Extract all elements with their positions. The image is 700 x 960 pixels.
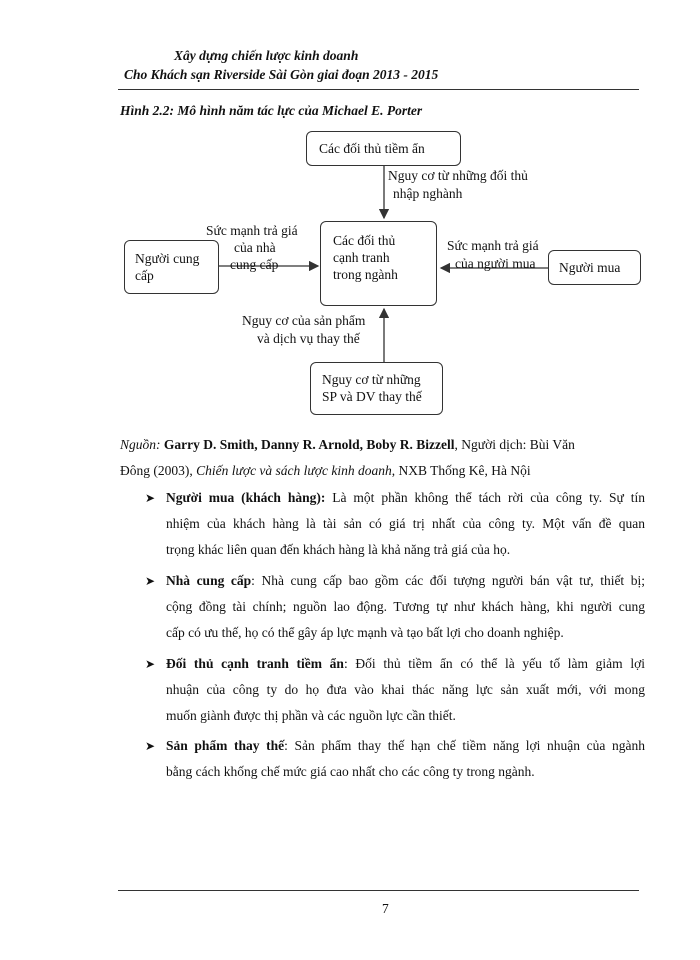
- bullet-term: Sản phẩm thay thế: [166, 738, 285, 753]
- box-left-text-1: Người cung: [135, 251, 200, 266]
- bullet-term: Đối thủ cạnh tranh tiềm ẩn: [166, 656, 344, 671]
- box-potential-competitors: [306, 131, 461, 166]
- label-left-1: Sức mạnh trả giá: [206, 223, 298, 238]
- box-center-text-2: cạnh tranh: [333, 250, 390, 265]
- bullet-text: nhiệm của khách hàng là tài sản có giá trị nhất của công ty. Một vấn đề quan: [166, 516, 645, 531]
- label-right-1: Sức mạnh trả giá: [447, 238, 539, 253]
- arrowhead-bullet-icon: ➤: [145, 491, 156, 505]
- box-center-text-1: Các đối thủ: [333, 233, 396, 248]
- label-bottom-2: và dịch vụ thay thế: [257, 331, 360, 346]
- arrowhead-bullet-icon: ➤: [145, 574, 156, 588]
- arrowhead-bullet-icon: ➤: [145, 657, 156, 671]
- header-title-line1: Xây dựng chiến lược kinh doanh: [174, 48, 359, 63]
- arrowhead-bullet-icon: ➤: [145, 739, 156, 753]
- box-industry-competitors: [320, 221, 437, 306]
- bullet-text: : Nhà cung cấp bao gồm các đối tượng người bán vật tư, thiết bị;: [251, 573, 645, 588]
- box-bottom-text-1: Nguy cơ từ những: [322, 372, 421, 387]
- label-bottom-1: Nguy cơ của sản phẩm: [242, 313, 366, 328]
- source-line2-b: , NXB Thống Kê, Hà Nội: [391, 463, 531, 478]
- header-title-line2: Cho Khách sạn Riverside Sài Gòn giai đoạn 2013 - 2015: [124, 67, 439, 82]
- box-suppliers: [124, 240, 219, 294]
- box-top-text: Các đối thủ tiềm ẩn: [319, 141, 425, 156]
- label-top-2: nhập nghành: [393, 186, 463, 201]
- bullet-term: Nhà cung cấp: [166, 573, 252, 588]
- label-top-1: Nguy cơ từ những đối thủ: [388, 168, 528, 183]
- box-buyers: [548, 250, 641, 285]
- bullet-text: cộng đồng tài chính; nguồn lao động. Tương tự như khách hàng, khi người cung: [166, 599, 645, 614]
- label-right-2: của người mua: [455, 256, 536, 271]
- page-number: 7: [382, 901, 389, 916]
- bullet-text: Là một phần không thể tách rời của công ty. Sự tín: [325, 490, 645, 505]
- bullet-text: : Sản phẩm thay thế hạn chế tiềm năng lợi nhuận của ngành: [284, 738, 645, 753]
- source-book-title: Chiến lược và sách lược kinh doanh: [196, 463, 392, 478]
- bullet-item-potential-competitors: [145, 651, 645, 729]
- bullet-text: cấp có ưu thế, họ có thể gây áp lực mạnh và tạo bất lợi cho doanh nghiệp.: [166, 625, 564, 640]
- bullet-text: nhuận của công ty do họ đưa vào khai thác năng lực sản xuất mới, với mong: [166, 682, 645, 697]
- bullet-term: Người mua (khách hàng):: [166, 490, 326, 505]
- label-left-2: của nhà: [234, 240, 276, 255]
- bullet-item-suppliers: [145, 568, 645, 646]
- box-bottom-text-2: SP và DV thay thế: [322, 389, 422, 404]
- bullet-text: muốn giành được thị phần và các nguồn lực cần thiết.: [166, 708, 456, 723]
- footer-rule: [118, 890, 639, 891]
- source-line-1: [120, 432, 575, 458]
- figure-caption: Hình 2.2: Mô hình năm tác lực của Michael E. Porter: [120, 103, 423, 118]
- box-left-text-2: cấp: [135, 268, 154, 283]
- source-authors: Garry D. Smith, Danny R. Arnold, Boby R. Bizzell: [163, 437, 455, 452]
- source-label: Nguồn:: [120, 437, 161, 452]
- bullet-item-buyers: [145, 485, 645, 563]
- box-right-text: Người mua: [559, 260, 621, 275]
- bullet-item-substitutes: [145, 733, 645, 785]
- bullet-text: : Đối thủ tiềm ẩn có thể là yếu tố làm giảm lợi: [343, 656, 646, 671]
- label-left-3: cung cấp: [230, 257, 279, 272]
- bullet-text: trọng khác liên quan đến khách hàng là khả năng trả giá của họ.: [166, 542, 511, 557]
- box-substitutes: [310, 362, 443, 415]
- box-center-text-3: trong ngành: [333, 267, 398, 282]
- source-translator: , Người dịch: Bùi Văn: [454, 437, 575, 452]
- source-line2-a: Đông (2003),: [120, 463, 197, 478]
- source-line-2: [120, 458, 531, 484]
- bullet-text: bằng cách khống chế mức giá cao nhất cho các công ty trong ngành.: [166, 764, 535, 779]
